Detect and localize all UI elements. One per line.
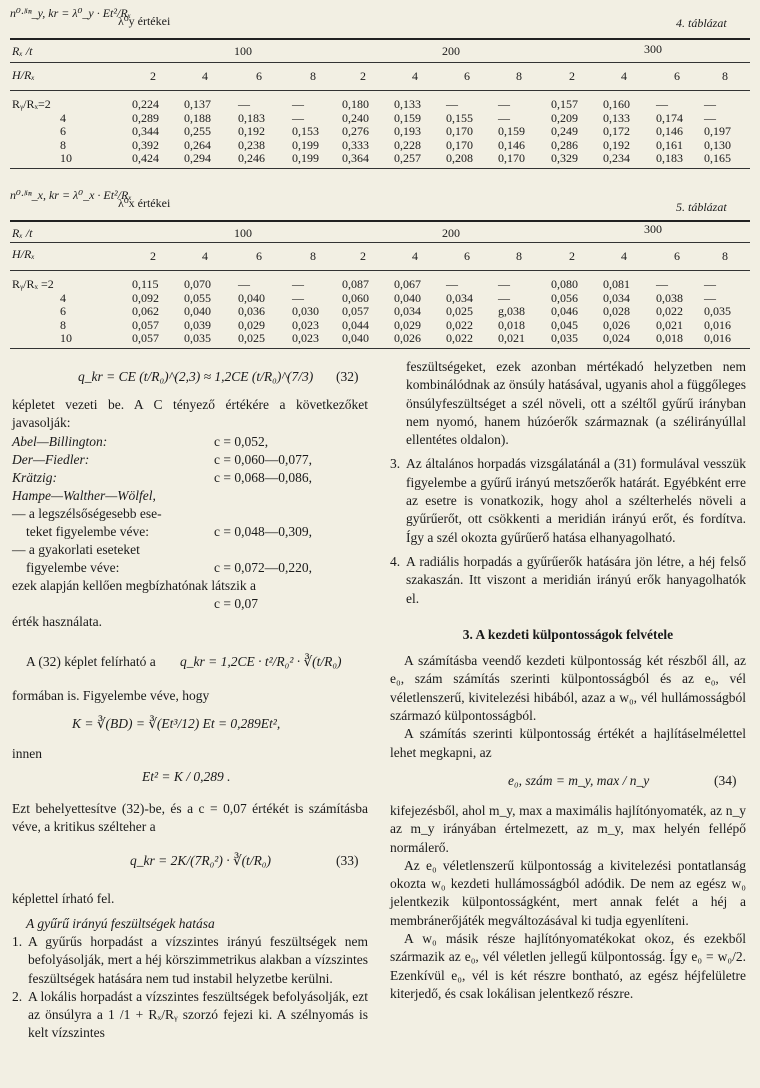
table-cell: 0,067: [394, 277, 421, 291]
table-cell: 0,392: [132, 137, 159, 152]
table-cell: 0,170: [498, 151, 525, 166]
table-cell: 0,238: [238, 137, 265, 152]
equation-32: q_kr = CE (t/R₀)^(2,3) ≈ 1,2CE (t/R₀)^(7/3) (32): [78, 369, 359, 384]
table-row: [0, 125, 760, 138]
table-cell: —: [704, 110, 716, 125]
table-cell: 0,030: [292, 304, 319, 319]
table-cell: 0,344: [132, 124, 159, 139]
table-cell: 0,022: [446, 317, 473, 332]
table-row: [0, 98, 760, 111]
table-cell: 0,364: [342, 151, 369, 166]
table-cell: 0,080: [551, 277, 578, 291]
table-cell: 0,170: [446, 137, 473, 152]
author-list: Abel—Billington: c = 0,052, Der—Fiedler: c = 0,060—0,077, Krätzig: c = 0,068—0,086, Hampe—Walther—Wölfel, — a legszélsőségesebb ese- teket figyelembe véve: c = 0,048—0,309, — a gyakorlati eseteket figyelembe véve: c = 0,072—0,220,: [12, 433, 312, 575]
table-cell: —: [704, 97, 716, 111]
table-cell: 0,246: [238, 151, 265, 166]
table-cell: 0,161: [656, 137, 683, 152]
table-cell: 0,160: [603, 97, 630, 111]
table-cell: —: [498, 290, 510, 305]
table4-group-300: 300: [644, 42, 662, 56]
table-row: [0, 332, 760, 345]
table-cell: 0,025: [238, 331, 265, 346]
table-cell: g,038: [498, 304, 525, 319]
table-cell: —: [292, 277, 304, 291]
row-key: 6: [60, 304, 66, 319]
h-value-cell: 2: [360, 249, 366, 263]
table-cell: 0,208: [446, 151, 473, 166]
paragraph-expression: kifejezésből, ahol m_y, max a maximális hajlítónyomaték, az n_y az m_y irányában értelmezett, az m_y, max helyén fellépő normálerő.: [390, 802, 746, 855]
table-cell: —: [704, 290, 716, 305]
row-key: Rᵧ/Rₓ=2: [12, 97, 51, 111]
table-cell: 0,034: [603, 290, 630, 305]
table-cell: 0,180: [342, 97, 369, 111]
row-key: 10: [60, 151, 72, 166]
table-cell: —: [656, 97, 668, 111]
table4-h-values: [0, 70, 760, 83]
h-value-cell: 2: [569, 69, 575, 83]
list-item-4: 4. A radiális horpadás a gyűrűerők hatására jön létre, a héj felső szakaszán. Itt viszont a meridián irányú erők hanyagolhatók el.: [390, 553, 746, 606]
table-cell: 0,155: [446, 110, 473, 125]
table-cell: 0,023: [292, 331, 319, 346]
h-value-cell: 2: [150, 69, 156, 83]
table-cell: 0,040: [394, 290, 421, 305]
left-column: [12, 362, 368, 1043]
table-row: [0, 278, 760, 291]
table-row: [0, 139, 760, 152]
table-cell: 0,023: [292, 317, 319, 332]
table-cell: 0,157: [551, 97, 578, 111]
h-value-cell: 6: [674, 249, 680, 263]
list-item-3: 3. Az általános horpadás vizsgálatánál a (31) formulával vesszük figyelembe a gyűrű irányú metszőerők határát. Egyébként erre az esetre is vonatkozik, hogy ahol a szélterhelés növeli a gyűrűerőt, ott csökkenti a meridián irányú erőt, és fordítva. Így a szél okozta gyűrűerő hatása elhanyagolható.: [390, 456, 746, 545]
table-cell: 0,040: [342, 331, 369, 346]
table-cell: 0,146: [656, 124, 683, 139]
table-cell: 0,249: [551, 124, 578, 139]
subheading-ring-stress: A gyűrű irányú feszültségek hatása: [26, 915, 215, 931]
table-cell: 0,276: [342, 124, 369, 139]
table-cell: 0,424: [132, 151, 159, 166]
table-cell: 0,040: [184, 304, 211, 319]
table-cell: 0,056: [551, 290, 578, 305]
table4-bottom-rule: [10, 168, 750, 169]
table-cell: 0,192: [603, 137, 630, 152]
table4-group-100: 100: [234, 44, 252, 58]
table-row: [0, 112, 760, 125]
h-value-cell: 6: [464, 249, 470, 263]
table-cell: —: [292, 290, 304, 305]
table-cell: 0,018: [498, 317, 525, 332]
table-cell: 0,255: [184, 124, 211, 139]
table-cell: 0,137: [184, 97, 211, 111]
table-cell: 0,092: [132, 290, 159, 305]
table-cell: 0,026: [394, 331, 421, 346]
table4-top-rule: [10, 38, 750, 40]
h-value-cell: 2: [569, 249, 575, 263]
table-row: [0, 305, 760, 318]
h-value-cell: 2: [150, 249, 156, 263]
table5-mid-rule: [10, 242, 750, 243]
paragraph-c-factor: képletet vezeti be. A C tényező értékére a következőket javasolják:: [12, 397, 368, 431]
table4-formula: n⁰·ˡⁱⁿ_y, kr = λ⁰_y · Et²/Rₓ: [10, 6, 132, 20]
table5-number: 5. táblázat: [676, 200, 727, 214]
table-cell: —: [238, 277, 250, 291]
h-value-cell: 8: [310, 249, 316, 263]
table-cell: 0,329: [551, 151, 578, 166]
table-cell: 0,228: [394, 137, 421, 152]
row-key: 4: [60, 110, 66, 125]
section-heading-3: 3. A kezdeti külpontosságok felvétele: [462, 626, 674, 642]
table-cell: 0,153: [292, 124, 319, 139]
h-value-cell: 4: [412, 249, 418, 263]
table-cell: 0,286: [551, 137, 578, 152]
table-cell: 0,029: [238, 317, 265, 332]
table5-h-values: [0, 250, 760, 263]
table5-rx-label: Rₓ /t: [12, 226, 33, 240]
paragraph-substitute: Ezt behelyettesítve (32)-be, és a c = 0,07 értékét is számításba véve, a kritikus szélteher a: [12, 800, 368, 835]
table5-formula: n⁰·ˡⁱⁿ_x, kr = λ⁰_x · Et²/Rₓ: [10, 188, 132, 202]
table4-number: 4. táblázat: [676, 16, 727, 30]
table-cell: —: [446, 277, 458, 291]
table-cell: 0,057: [132, 331, 159, 346]
table-cell: 0,159: [498, 124, 525, 139]
h-value-cell: 6: [256, 69, 262, 83]
paragraph-formula-written: képlettel írható fel.: [12, 891, 115, 907]
table4-caption: λ⁰y értékei: [118, 14, 171, 28]
table-cell: 0,028: [603, 304, 630, 319]
c-value: c = 0,07: [214, 595, 258, 611]
paragraph-random-eccentricity: Az e₀ véletlenszerű külpontosság a kivitelezési pontatlanság okozta w₀ kezdeti hullámosságból adódik. De nem az egész w₀ jelentkezik külpontosságként, mert annak felét a héj a membránerőjáték megváltozásával ki tudja egyenlíteni.: [390, 857, 746, 928]
table-cell: 0,240: [342, 110, 369, 125]
h-value-cell: 4: [412, 69, 418, 83]
paragraph-usage: érték használata.: [12, 613, 102, 629]
equation-33: q_kr = 2K/(7R₀²) · ∛(t/R₀) (33): [130, 853, 359, 869]
table-cell: 0,188: [184, 110, 211, 125]
table4-rx-label: Rₓ /t: [12, 44, 33, 58]
table4-head-bottom-rule: [10, 90, 750, 91]
equation-K: K = ∛(BD) = ∛(Et³/12) Et = 0,289Et²,: [72, 716, 281, 732]
paragraph-form: formában is. Figyelembe véve, hogy: [12, 688, 210, 704]
table-cell: 0,038: [656, 290, 683, 305]
h-value-cell: 4: [621, 69, 627, 83]
table-cell: 0,021: [498, 331, 525, 346]
table-cell: 0,016: [704, 331, 731, 346]
row-key: Rᵧ/Rₓ =2: [12, 277, 54, 291]
table-cell: —: [498, 110, 510, 125]
paragraph-eccentricity: A számításba veendő kezdeti külpontosság két részből áll, az e₀, szám számítás szerinti külpontosságból és az e₀, vél véletlenszerű, kivitelezési hibából, azaz a w₀, vél hullámosságból származó külpontosságból.: [390, 653, 746, 724]
table-cell: 0,018: [656, 331, 683, 346]
table-cell: 0,040: [238, 290, 265, 305]
table-cell: 0,257: [394, 151, 421, 166]
table-cell: 0,183: [656, 151, 683, 166]
table-cell: 0,021: [656, 317, 683, 332]
table-cell: 0,026: [603, 317, 630, 332]
row-key: 8: [60, 137, 66, 152]
table-cell: 0,170: [446, 124, 473, 139]
table4-h-label: H/Rₓ: [12, 68, 35, 82]
table-cell: 0,174: [656, 110, 683, 125]
table-cell: 0,264: [184, 137, 211, 152]
table-cell: —: [656, 277, 668, 291]
table-cell: 0,199: [292, 137, 319, 152]
table5-group-200: 200: [442, 226, 460, 240]
table-cell: 0,022: [656, 304, 683, 319]
table-cell: 0,159: [394, 110, 421, 125]
table-row: [0, 292, 760, 305]
table-cell: 0,294: [184, 151, 211, 166]
table-cell: 0,022: [446, 331, 473, 346]
h-value-cell: 4: [202, 69, 208, 83]
paragraph-bending-theory: A számítás szerinti külpontosság értékét a hajlításelmélettel lehet megkapni, az: [390, 726, 746, 760]
equation-Et: Et² = K / 0,289 .: [142, 768, 231, 784]
table-cell: —: [238, 97, 250, 111]
table-cell: —: [498, 277, 510, 291]
table-cell: 0,197: [704, 124, 731, 139]
table-cell: 0,199: [292, 151, 319, 166]
h-value-cell: 6: [464, 69, 470, 83]
table-cell: 0,172: [603, 124, 630, 139]
table-cell: 0,045: [551, 317, 578, 332]
table-cell: 0,183: [238, 110, 265, 125]
table-cell: 0,035: [551, 331, 578, 346]
right-column: [390, 358, 746, 1003]
table-cell: 0,209: [551, 110, 578, 125]
table-cell: 0,034: [446, 290, 473, 305]
h-value-cell: 8: [516, 249, 522, 263]
list-item-2: 2. A lokális horpadást a vízszintes feszültségek befolyásolják, ezt az önsúlyra a 1 /1 + Rₓ/Rᵧ szorzó fejezi ki. A szélnyomás is kelt vízszintes: [12, 988, 368, 1041]
table-cell: 0,087: [342, 277, 369, 291]
h-value-cell: 4: [621, 249, 627, 263]
list-item-1: 1. A gyűrűs horpadást a vízszintes irányú feszültségek nem befolyásolják, mert a héj körszimmetrikus alakban a vízszintes feszültségek hatására nem tud instabil helyzetbe kerülni.: [12, 933, 368, 986]
paragraph-w0-part: A w₀ másik része hajlítónyomatékokat okoz, és ezekből származik az e₀, vél véletlen jellegű külpontosság. Így e₀ = w₀/2. Ezenkívül e₀, vél is két részre bontható, az egész héjfelületre kiterjedő, és csak lokálisan jelentkező részre.: [390, 931, 746, 1001]
table-row: [0, 319, 760, 332]
table-cell: 0,133: [394, 97, 421, 111]
table-cell: 0,044: [342, 317, 369, 332]
row-key: 6: [60, 124, 66, 139]
table-cell: 0,192: [238, 124, 265, 139]
table5-group-300: 300: [644, 222, 662, 236]
h-value-cell: 6: [256, 249, 262, 263]
h-value-cell: 6: [674, 69, 680, 83]
table-row: [0, 152, 760, 165]
row-key: 8: [60, 317, 66, 332]
table5-caption: λ⁰x értékei: [118, 196, 171, 210]
table5-bottom-rule: [10, 348, 750, 349]
table-cell: 0,146: [498, 137, 525, 152]
paragraph-32-rewrite: A (32) képlet felírható a q_kr = 1,2CE · t²/R₀² · ∛(t/R₀): [26, 654, 342, 670]
h-value-cell: 8: [310, 69, 316, 83]
table-cell: 0,115: [132, 277, 159, 291]
table-cell: 0,165: [704, 151, 731, 166]
table-cell: 0,062: [132, 304, 159, 319]
table-cell: 0,333: [342, 137, 369, 152]
table-cell: —: [498, 97, 510, 111]
table-cell: —: [292, 110, 304, 125]
table-cell: —: [292, 97, 304, 111]
paragraph-reliable: ezek alapján kellően megbízhatónak látszik a: [12, 577, 257, 593]
table-cell: 0,234: [603, 151, 630, 166]
table-cell: —: [446, 97, 458, 111]
table-cell: 0,024: [603, 331, 630, 346]
h-value-cell: 4: [202, 249, 208, 263]
table-cell: 0,025: [446, 304, 473, 319]
h-value-cell: 2: [360, 69, 366, 83]
h-value-cell: 8: [722, 249, 728, 263]
table-cell: 0,133: [603, 110, 630, 125]
table5-head-bottom-rule: [10, 270, 750, 271]
table-cell: 0,035: [184, 331, 211, 346]
table5-group-100: 100: [234, 226, 252, 240]
table5-top-rule: [10, 220, 750, 222]
table-cell: 0,046: [551, 304, 578, 319]
table-cell: —: [704, 277, 716, 291]
table-cell: 0,055: [184, 290, 211, 305]
table5-h-label: H/Rₓ: [12, 247, 35, 261]
table-cell: 0,039: [184, 317, 211, 332]
table-cell: 0,193: [394, 124, 421, 139]
table-cell: 0,057: [132, 317, 159, 332]
table-cell: 0,130: [704, 137, 731, 152]
table-cell: 0,016: [704, 317, 731, 332]
table-cell: 0,035: [704, 304, 731, 319]
h-value-cell: 8: [516, 69, 522, 83]
row-key: 10: [60, 331, 72, 346]
table-cell: 0,289: [132, 110, 159, 125]
table-cell: 0,029: [394, 317, 421, 332]
table4-group-200: 200: [442, 44, 460, 58]
equation-34: e₀, szám = m_y, max / n_y (34): [508, 772, 737, 788]
row-key: 4: [60, 290, 66, 305]
table-cell: 0,060: [342, 290, 369, 305]
table-cell: 0,081: [603, 277, 630, 291]
h-value-cell: 8: [722, 69, 728, 83]
table-cell: 0,034: [394, 304, 421, 319]
paragraph-continuation: feszültségeket, ezek azonban mértékadó helyzetben nem kombinálódnak az önsúly hatásával, ugyanis ahol a függőleges önsúlyfeszültséget a szél növeli, ott a széltől gyűrű irányban nem nyomó, hanem húzóerők származnak (a szélirányúllal ellentétes oldalon).: [406, 359, 746, 448]
table4-mid-rule: [10, 62, 750, 63]
table-cell: 0,036: [238, 304, 265, 319]
table-cell: 0,070: [184, 277, 211, 291]
table-cell: 0,057: [342, 304, 369, 319]
table-cell: 0,224: [132, 97, 159, 111]
word-innen: innen: [12, 746, 42, 762]
